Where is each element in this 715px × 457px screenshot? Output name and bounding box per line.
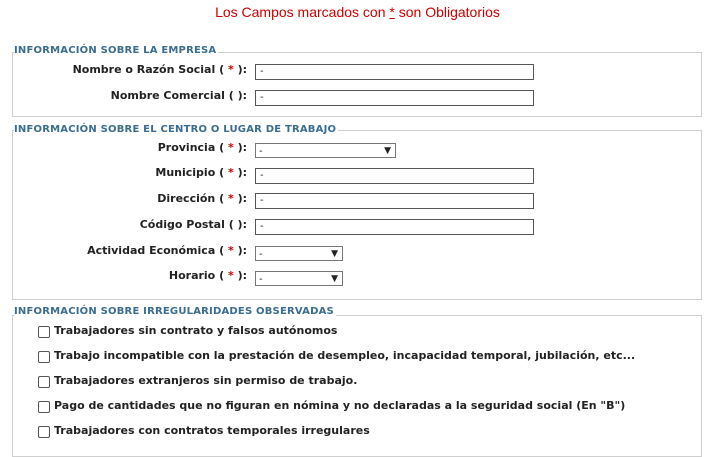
nombre-input[interactable]: - xyxy=(255,64,534,80)
postal-label: Código Postal ( ): xyxy=(139,218,247,231)
empresa-fieldset xyxy=(12,52,702,117)
postal-input[interactable]: - xyxy=(255,219,534,235)
chevron-down-icon: ▼ xyxy=(331,249,338,259)
direccion-label: Dirección ( * ): xyxy=(157,192,247,205)
provincia-select[interactable]: - ▼ xyxy=(255,143,396,158)
checkbox-label: Pago de cantidades que no figuran en nómina y no declaradas a la seguridad social (En "B") xyxy=(54,399,626,412)
comercial-input[interactable]: - xyxy=(255,90,534,106)
chevron-down-icon: ▼ xyxy=(384,146,391,156)
checkbox-label: Trabajadores extranjeros sin permiso de trabajo. xyxy=(54,374,358,387)
actividad-select[interactable]: - ▼ xyxy=(255,246,343,261)
page-title xyxy=(0,4,715,20)
checkbox-label: Trabajadores sin contrato y falsos autónomos xyxy=(54,324,338,337)
chevron-down-icon: ▼ xyxy=(331,274,338,284)
checkbox[interactable] xyxy=(38,351,50,363)
title-text-after: son Obligatorios xyxy=(394,4,500,20)
checkbox-label: Trabajadores con contratos temporales irregulares xyxy=(54,424,370,437)
nombre-label: Nombre o Razón Social ( * ): xyxy=(72,63,247,76)
checkbox[interactable] xyxy=(38,426,50,438)
horario-select[interactable]: - ▼ xyxy=(255,271,343,286)
checkbox[interactable] xyxy=(38,326,50,338)
checkbox[interactable] xyxy=(38,376,50,388)
direccion-input[interactable]: - xyxy=(255,193,534,209)
empresa-legend: INFORMACIÓN SOBRE LA EMPRESA xyxy=(14,45,217,56)
municipio-label: Municipio ( * ): xyxy=(155,166,247,179)
centro-legend: INFORMACIÓN SOBRE EL CENTRO O LUGAR DE TRABAJO xyxy=(14,124,337,135)
comercial-label: Nombre Comercial ( ): xyxy=(110,89,247,102)
provincia-label: Provincia ( * ): xyxy=(157,141,247,154)
actividad-label: Actividad Económica ( * ): xyxy=(87,244,247,257)
municipio-input[interactable]: - xyxy=(255,168,534,184)
checkbox[interactable] xyxy=(38,401,50,413)
irregularidades-legend: INFORMACIÓN SOBRE IRREGULARIDADES OBSERVADAS xyxy=(14,306,334,317)
checkbox-label: Trabajo incompatible con la prestación de desempleo, incapacidad temporal, jubilación, etc... xyxy=(54,349,636,362)
title-text-before: Los Campos marcados con xyxy=(215,4,390,20)
required-mark: * xyxy=(389,4,395,20)
horario-label: Horario ( * ): xyxy=(168,269,247,282)
